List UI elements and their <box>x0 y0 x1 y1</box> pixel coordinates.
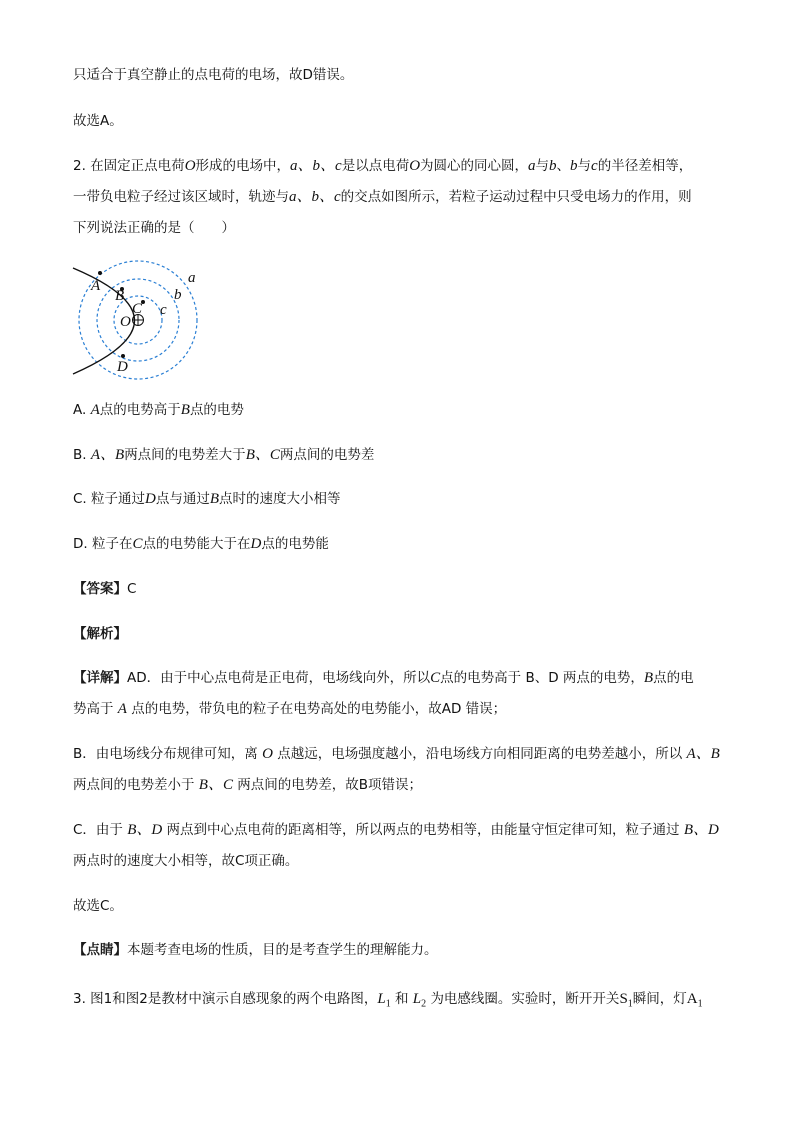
detail-line2: 势高于 A 点的电势，带负电的粒子在电势高处的电势能小，故AD 错误； <box>73 701 507 717</box>
label-O: O <box>120 314 131 330</box>
detail-line3: B．由电场线分布规律可知，离 O 点越远，电场强度越小，沿电场线方向相同距离的电势差越小，所以 A、B <box>73 746 720 762</box>
label-c: c <box>160 302 167 318</box>
answer: 【答案】C <box>73 581 137 597</box>
prev-choose: 故选A。 <box>73 113 123 129</box>
q2-choose: 故选C。 <box>73 898 123 914</box>
q2-stem-line2: 一带负电粒子经过该区域时，轨迹与a、b、c的交点如图所示，若粒子运动过程中只受电场力的作用，则 <box>73 189 692 205</box>
point-A <box>98 271 102 275</box>
q2-stem-line3: 下列说法正确的是（ ） <box>73 220 235 236</box>
detail-line4: 两点间的电势差小于 B、C 两点间的电势差，故B项错误； <box>73 777 423 793</box>
label-a: a <box>188 270 196 286</box>
q3-stem-line1: 3. 图1和图2是教材中演示自感现象的两个电路图，$L_1$ 和 $L_2$ 为电感线圈。实验时，断开开关$S_1$瞬间，灯$A_1$ <box>73 991 703 1010</box>
detail-line6: 两点时的速度大小相等，故C项正确。 <box>73 853 299 869</box>
label-D: D <box>117 359 128 375</box>
option-c[interactable]: C. 粒子通过D点与通过B点时的速度大小相等 <box>73 491 341 507</box>
label-C: C <box>132 301 143 317</box>
label-B: B <box>115 288 125 304</box>
detail-line1: 【详解】AD．由于中心点电荷是正电荷，电场线向外，所以C点的电势高于 B、D 两点的电势，B点的电 <box>73 670 694 686</box>
option-a[interactable]: A. A点的电势高于B点的电势 <box>73 402 244 418</box>
point-D <box>121 354 125 358</box>
comment: 【点睛】本题考查电场的性质，目的是考查学生的理解能力。 <box>73 942 438 958</box>
analysis-heading: 【解析】 <box>73 626 127 642</box>
label-A: A <box>91 278 101 294</box>
label-b: b <box>174 287 182 303</box>
q2-stem-line1: 2. 在固定正点电荷O形成的电场中，a、b、c是以点电荷O为圆心的同心圆，a与b、b与c的半径差相等， <box>73 158 693 174</box>
q2-figure <box>68 258 210 384</box>
prev-tail: 只适合于真空静止的点电荷的电场，故D错误。 <box>73 67 354 83</box>
option-b[interactable]: B. A、B两点间的电势差大于B、C两点间的电势差 <box>73 447 375 463</box>
option-d[interactable]: D. 粒子在C点的电势能大于在D点的电势能 <box>73 536 329 552</box>
detail-line5: C．由于 B、D 两点到中心点电荷的距离相等，所以两点的电势相等，由能量守恒定律可知，粒子通过 B、D <box>73 822 719 838</box>
